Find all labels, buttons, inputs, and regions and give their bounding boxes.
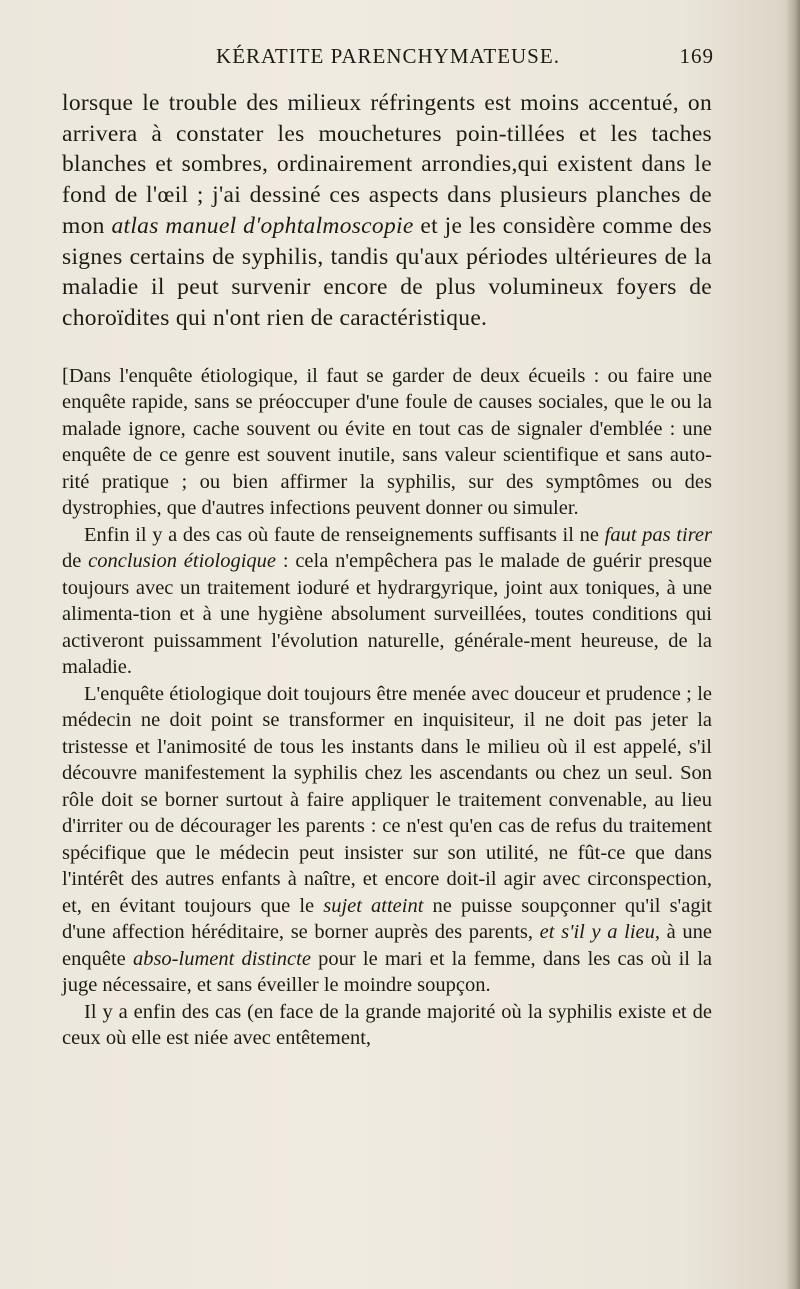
page-number: 169 <box>679 44 714 68</box>
running-title: KÉRATITE PARENCHYMATEUSE. <box>216 44 560 68</box>
italic-atlas-title: atlas manuel d'ophtalmoscopie <box>111 212 414 239</box>
italic-phrase: et s'il y a lieu <box>539 921 655 944</box>
body-text <box>62 88 712 1052</box>
paragraph-4: L'enquête étiologique doit toujours être menée avec douceur et prudence ; le médecin ne doit point se transformer en inquisiteur, il ne doit pas jeter la tristesse et l'animosité de tous les instants dans le milieu où il est appelé, s'il découvre manifestement la syphilis chez les ascendants ou chez un seul. Son rôle doit se borner surtout à faire appliquer le traitement convenable, au lieu d'irriter ou de décourager les parents : ce n'est qu'en cas de refus du traitement spécifique que le médecin peut insister sur son utilité, ne fût-ce que dans l'intérêt des autres enfants à naître, et encore doit-il agir avec circonspection, et, en évitant toujours que le sujet atteint ne puisse soupçonner qu'il s'agit d'une affection héréditaire, se borner auprès des parents, et s'il y a lieu, à une enquête abso-lument distincte pour le mari et la femme, dans les cas où il la juge nécessaire, et sans éveiller le moindre soupçon. <box>62 682 712 997</box>
paragraph-2: [Dans l'enquête étiologique, il faut se garder de deux écueils : ou faire une enquête rapide, sans se préoccuper d'une foule de causes sociales, que le ou la malade ignore, cache souvent ou évite en tout cas de signaler d'emblée : une enquête de ce genre est souvent inutile, sans valeur scientifique et sans auto-rité pratique ; ou bien affirmer la syphilis, sur des symptômes ou des dystrophies, que d'autres infections peuvent donner ou simuler. <box>62 364 712 520</box>
italic-phrase: conclusion étiologique <box>88 550 277 573</box>
paragraph-3: Enfin il y a des cas où faute de renseignements suffisants il ne faut pas tirer de conclusion étiologique : cela n'empêchera pas le malade de guérir presque toujours avec un traitement ioduré et hydrargyrique, joint aux toniques, à une alimenta-tion et à une hygiène absolument surveillées, toutes conditions qui activeront puissamment l'évolution naturelle, générale-ment heureuse, de la maladie. <box>62 523 712 679</box>
italic-phrase: faut pas tirer <box>604 523 712 546</box>
page-edge-shadow <box>786 0 800 1289</box>
italic-phrase: abso-lument distincte <box>132 947 311 970</box>
page-header <box>62 44 714 74</box>
paragraph-1: lorsque le trouble des milieux réfringents est moins accentué, on arrivera à constater les mouchetures poin-tillées et les taches blanches et sombres, ordinairement arrondies,qui existent dans le fond de l'œil ; j'ai dessiné ces aspects dans plusieurs planches de mon atlas manuel d'ophtalmoscopie et je les considère comme des signes certains de syphilis, tandis qu'aux périodes ultérieures de la maladie il peut survenir encore de plus volumineux foyers de choroïdites qui n'ont rien de caractéristique. <box>62 90 712 331</box>
italic-phrase: sujet atteint <box>323 894 424 917</box>
paragraph-5: Il y a enfin des cas (en face de la grande majorité où la syphilis existe et de ceux où elle est niée avec entêtement, <box>62 1000 712 1050</box>
